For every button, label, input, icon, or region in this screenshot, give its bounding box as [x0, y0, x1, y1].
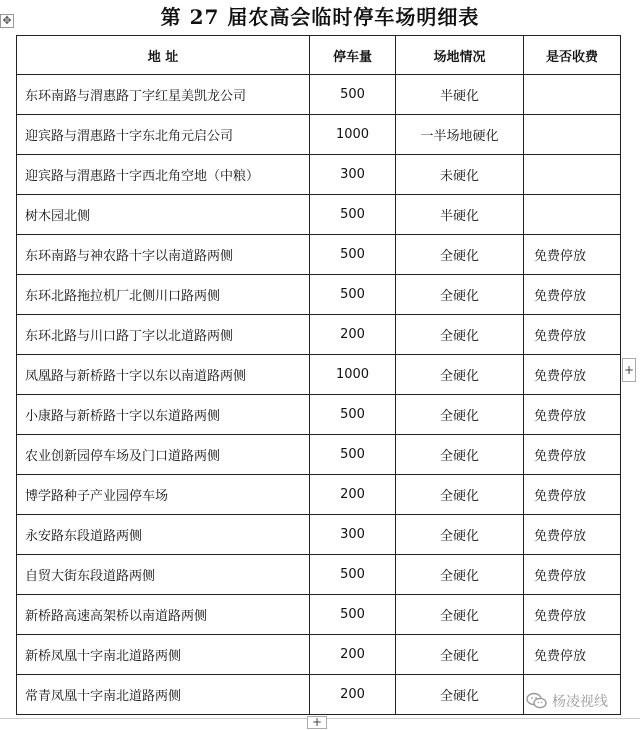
table-header-row — [17, 36, 621, 75]
cell-capacity: 500 — [310, 555, 396, 595]
cell-address: 博学路种子产业园停车场 — [17, 475, 310, 515]
table-row — [17, 475, 621, 515]
cell-site: 全硬化 — [396, 475, 524, 515]
cell-site: 半硬化 — [396, 195, 524, 235]
table-row — [17, 555, 621, 595]
cell-address: 农业创新园停车场及门口道路两侧 — [17, 435, 310, 475]
cell-address: 东环南路与渭惠路丁字红星美凯龙公司 — [17, 75, 310, 115]
cell-fee: 免费停放 — [524, 475, 621, 515]
watermark-text: 杨凌视线 — [552, 694, 608, 710]
watermark — [526, 690, 608, 712]
header-capacity: 停车量 — [310, 36, 396, 75]
cell-address: 东环北路与川口路丁字以北道路两侧 — [17, 315, 310, 355]
wechat-icon — [526, 692, 548, 710]
cell-capacity: 500 — [310, 395, 396, 435]
cell-site: 全硬化 — [396, 235, 524, 275]
cell-fee — [524, 75, 621, 115]
cell-fee: 免费停放 — [524, 555, 621, 595]
cell-capacity: 200 — [310, 635, 396, 675]
cell-address: 永安路东段道路两侧 — [17, 515, 310, 555]
cell-address: 常青凤凰十字南北道路两侧 — [17, 675, 310, 715]
table-row — [17, 75, 621, 115]
cell-capacity: 1000 — [310, 115, 396, 155]
table-row — [17, 155, 621, 195]
table-row — [17, 115, 621, 155]
cell-site: 全硬化 — [396, 515, 524, 555]
table-row — [17, 275, 621, 315]
add-column-icon[interactable]: + — [622, 358, 636, 382]
cell-capacity: 500 — [310, 235, 396, 275]
table-row — [17, 235, 621, 275]
table-row — [17, 355, 621, 395]
cell-site: 全硬化 — [396, 435, 524, 475]
cell-address: 小康路与新桥路十字以东道路两侧 — [17, 395, 310, 435]
cell-capacity: 300 — [310, 155, 396, 195]
cell-capacity: 200 — [310, 315, 396, 355]
cell-address: 迎宾路与渭惠路十字西北角空地（中粮） — [17, 155, 310, 195]
cell-site: 全硬化 — [396, 395, 524, 435]
table-row — [17, 635, 621, 675]
cell-address: 树木园北侧 — [17, 195, 310, 235]
cell-capacity: 500 — [310, 195, 396, 235]
table-row — [17, 595, 621, 635]
cell-fee — [524, 155, 621, 195]
cell-site: 全硬化 — [396, 635, 524, 675]
cell-fee: 免费停放 — [524, 275, 621, 315]
page-title: 第 27 届农高会临时停车场明细表 — [160, 5, 480, 29]
cell-fee: 免费停放 — [524, 595, 621, 635]
cell-site: 全硬化 — [396, 315, 524, 355]
table-row — [17, 195, 621, 235]
cell-site: 全硬化 — [396, 555, 524, 595]
cell-capacity: 500 — [310, 275, 396, 315]
parking-table — [16, 35, 621, 715]
header-fee: 是否收费 — [524, 36, 621, 75]
cell-fee — [524, 195, 621, 235]
cell-address: 凤凰路与新桥路十字以东以南道路两侧 — [17, 355, 310, 395]
cell-site: 全硬化 — [396, 355, 524, 395]
cell-site: 全硬化 — [396, 675, 524, 715]
cell-site: 全硬化 — [396, 595, 524, 635]
cell-capacity: 200 — [310, 675, 396, 715]
cell-fee — [524, 115, 621, 155]
cell-site: 未硬化 — [396, 155, 524, 195]
cell-site: 全硬化 — [396, 275, 524, 315]
cell-fee: 免费停放 — [524, 315, 621, 355]
header-address: 地 址 — [17, 36, 310, 75]
add-row-icon[interactable]: + — [307, 716, 327, 729]
cell-capacity: 500 — [310, 435, 396, 475]
cell-fee: 免费停放 — [524, 395, 621, 435]
cell-fee: 免费停放 — [524, 235, 621, 275]
cell-address: 东环北路拖拉机厂北侧川口路两侧 — [17, 275, 310, 315]
cell-fee: 免费停放 — [524, 435, 621, 475]
cell-address: 新桥凤凰十字南北道路两侧 — [17, 635, 310, 675]
table-row — [17, 435, 621, 475]
cell-address: 自贸大街东段道路两侧 — [17, 555, 310, 595]
table-move-handle-icon[interactable]: ✥ — [0, 14, 14, 28]
cell-address: 迎宾路与渭惠路十字东北角元启公司 — [17, 115, 310, 155]
table-row — [17, 315, 621, 355]
cell-capacity: 500 — [310, 75, 396, 115]
header-site: 场地情况 — [396, 36, 524, 75]
cell-capacity: 300 — [310, 515, 396, 555]
cell-address: 新桥路高速高架桥以南道路两侧 — [17, 595, 310, 635]
cell-fee: 免费停放 — [524, 635, 621, 675]
cell-capacity: 200 — [310, 475, 396, 515]
cell-capacity: 500 — [310, 595, 396, 635]
cell-capacity: 1000 — [310, 355, 396, 395]
cell-site: 半硬化 — [396, 75, 524, 115]
cell-address: 东环南路与神农路十字以南道路两侧 — [17, 235, 310, 275]
table-row — [17, 395, 621, 435]
cell-fee: 免费停放 — [524, 355, 621, 395]
cell-site: 一半场地硬化 — [396, 115, 524, 155]
table-row — [17, 515, 621, 555]
cell-fee: 免费停放 — [524, 515, 621, 555]
